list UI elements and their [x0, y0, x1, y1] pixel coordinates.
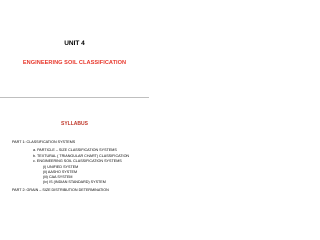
unit-label: UNIT 4 — [64, 40, 85, 47]
syllabus-part-1: PART 1: CLASSIFICATION SYSTEMS — [12, 140, 76, 144]
syllabus-subitem-1: (i) UNIFIED SYSTEM — [43, 165, 79, 169]
page-title: ENGINEERING SOIL CLASSIFICATION — [22, 60, 127, 66]
syllabus-heading: SYLLABUS — [61, 121, 88, 127]
slide-title — [0, 0, 149, 98]
syllabus-subitem-2: (ii) AASHO SYSTEM — [43, 170, 78, 174]
syllabus-item-a: a. PARTICLE – SIZE CLASSIFICATION SYSTEMS — [33, 148, 117, 152]
syllabus-subitem-3: (iii) CAA SYSTEM — [43, 175, 73, 179]
syllabus-subitem-4: (iv) IS (INDIAN STANDARD) SYSTEM — [43, 180, 106, 184]
syllabus-item-b: b. TEXTURAL ( TRIANGULAR CHART) CLASSIFICATION — [33, 154, 130, 158]
syllabus-part-2: PART 2: GRAIN – SIZE DISTRIBUTION DETERMINATION — [12, 188, 109, 192]
syllabus-item-c: c. ENGINEERING SOIL CLASSIFICATION SYSTEMS — [33, 159, 122, 163]
